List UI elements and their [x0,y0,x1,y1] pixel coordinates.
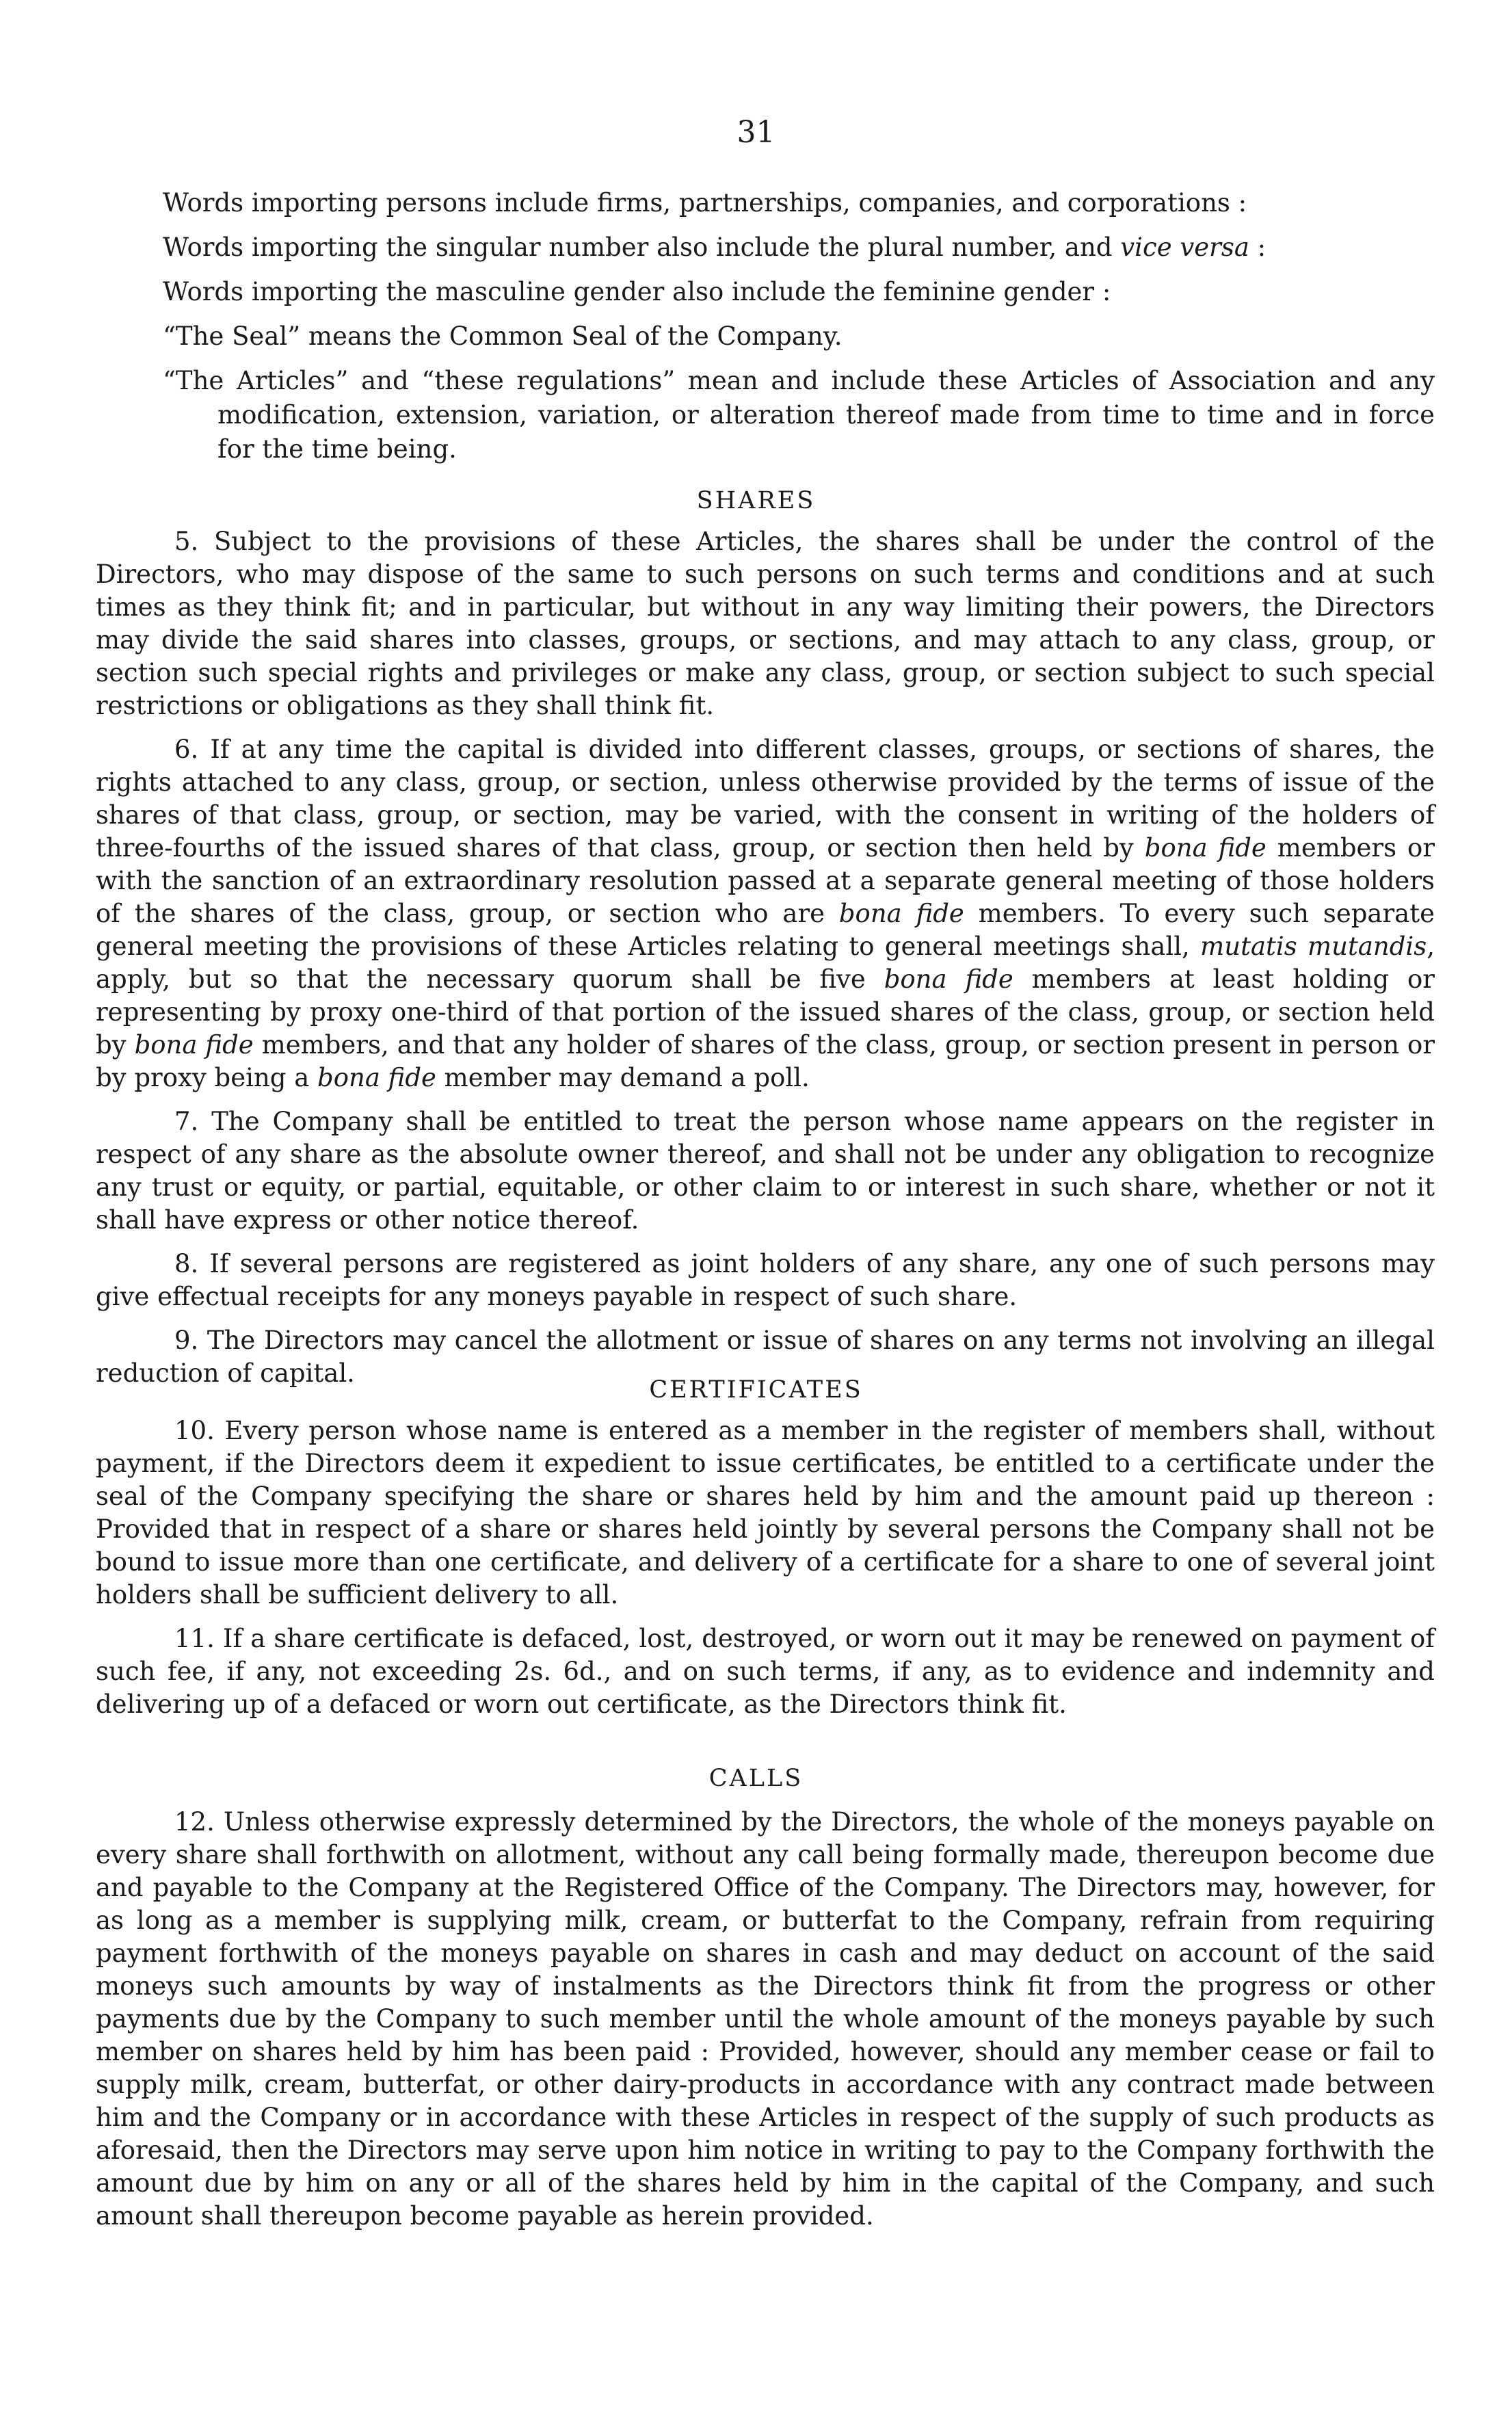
article-paragraph: 6. If at any time the capital is divided into different classes, groups, or sections of shares, the rights attached to any class, group, or section, unless otherwise provided by the terms of issue of the shares of that class, group, or section, may be varied, with the consent in writing of the holders of three-fourths of the issued shares of that class, group, or section then held by bona fide members or with the sanction of an extraordinary resolution passed at a separate general meeting of those holders of the shares of the class, group, or section who are bona fide members. To every such separate general meeting the provisions of these Articles relating to general meetings shall, mutatis mutandis, apply, but so that the necessary quorum shall be five bona fide members at least holding or representing by proxy one-third of that portion of the issued shares of the class, group, or section held by bona fide members, and that any holder of shares of the class, group, or section present in person or by proxy being a bona fide member may demand a poll. [96,735,1435,1092]
article-paragraph: 11. If a share certificate is defaced, lost, destroyed, or worn out it may be renewed on payment of such fee, if any, not exceeding 2s. 6d., and on such terms, if any, as to evidence and indemnity and delivering up of a defaced or worn out certificate, as the Directors think fit. [96,1624,1435,1719]
definition-item: “The Articles” and “these regulations” mean and include these Articles of Association and any modification, extension, variation, or alteration thereof made from time to time and in force for the time being. [163,366,1435,464]
article-paragraph: 7. The Company shall be entitled to treat the person whose name appears on the register in respect of any share as the absolute owner thereof, and shall not be under any obligation to recognize any trust or equity, or partial, equitable, or other claim to or interest in such share, whether or not it shall have express or other notice thereof. [96,1107,1435,1235]
definition-item: “The Seal” means the Common Seal of the Company. [163,321,843,351]
article-paragraph: 8. If several persons are registered as joint holders of any share, any one of such persons may give effectual receipts for any moneys payable in respect of such share. [96,1249,1435,1311]
article-paragraph: 5. Subject to the provisions of these Articles, the shares shall be under the control of the Directors, who may dispose of the same to such persons on such terms and conditions and at such times as they think fit; and in particular, but without in any way limiting their powers, the Directors may divide the said shares into classes, groups, or sections, and may attach to any class, group, or section such special rights and privileges or make any class, group, or section subject to such special restrictions or obligations as they shall think fit. [96,527,1435,720]
section-heading-calls: CALLS [708,1765,804,1792]
calls-section [96,1806,1435,2244]
article-paragraph: 10. Every person whose name is entered as a member in the register of members shall, without payment, if the Directors deem it expedient to issue certificates, be entitled to a certificate under the seal of the Company specifying the share or shares held by him and the amount paid up thereon : Provided that in respect of a share or shares held jointly by several persons the Company shall not be bound to issue more than one certificate, and delivery of a certificate for a share to one of several joint holders shall be sufficient delivery to all. [96,1416,1435,1609]
section-heading-certificates: CERTIFICATES [649,1376,863,1404]
certificates-section [96,1415,1435,1732]
article-paragraph: 9. The Directors may cancel the allotment or issue of shares on any terms not involving an illegal reduction of capital. [96,1326,1435,1388]
page-number: 31 [737,115,775,150]
definitions-list [163,186,1435,466]
shares-section [96,525,1435,1401]
section-heading-shares: SHARES [696,487,816,514]
definition-item: Words importing the singular number also include the plural number, and vice versa : [163,233,1266,262]
definition-item: Words importing persons include firms, partnerships, companies, and corporations : [163,188,1247,218]
article-paragraph: 12. Unless otherwise expressly determined by the Directors, the whole of the moneys payable on every share shall forthwith on allotment, without any call being formally made, thereupon become due and payable to the Company at the Registered Office of the Company. The Directors may, however, for as long as a member is supplying milk, cream, or butterfat to the Company, refrain from requiring payment forthwith of the moneys payable on shares in cash and may deduct on account of the said moneys such amounts by way of instalments as the Directors think fit from the progress or other payments due by the Company to such member until the whole amount of the moneys payable by such member on shares held by him has been paid : Provided, however, should any member cease or fail to supply milk, cream, butterfat, or other dairy-products in accordance with any contract made between him and the Company or in accordance with these Articles in respect of the supply of such products as aforesaid, then the Directors may serve upon him notice in writing to pay to the Company forthwith the amount due by him on any or all of the shares held by him in the capital of the Company, and such amount shall thereupon become payable as herein provided. [96,1807,1435,2231]
definition-item: Words importing the masculine gender also include the feminine gender : [163,277,1111,306]
